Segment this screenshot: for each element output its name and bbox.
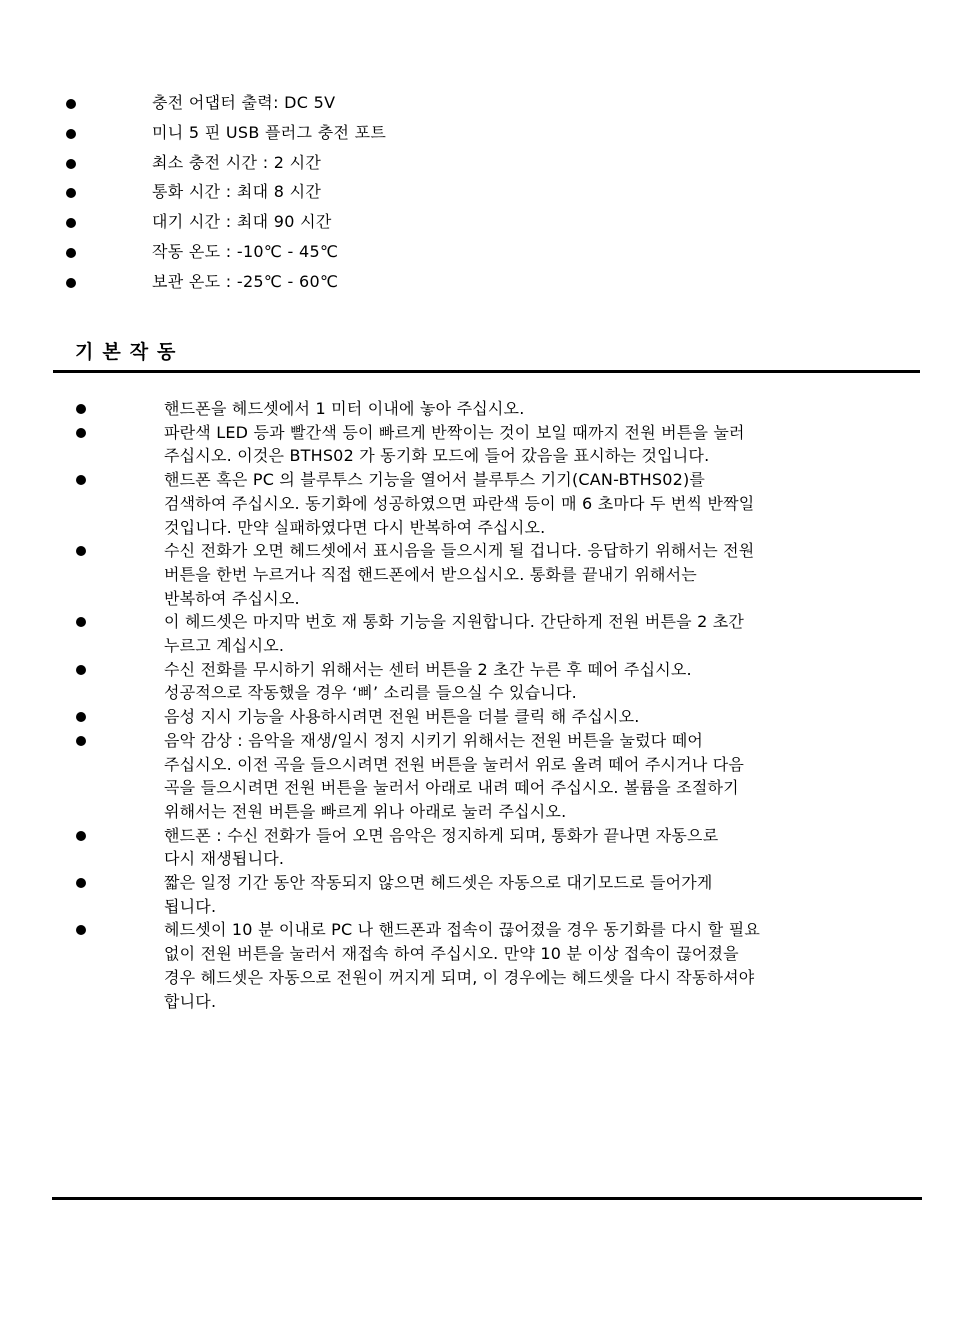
bullet-icon <box>66 248 76 258</box>
operation-line: 수신 전화가 오면 헤드셋에서 표시음을 들으시게 될 겁니다. 응답하기 위해서는 전원 <box>164 541 755 561</box>
operation-line: 합니다. <box>164 991 217 1011</box>
operations-list <box>60 397 910 1013</box>
spec-item <box>60 240 900 270</box>
spec-text: 보관 온도 : -25℃ - 60℃ <box>152 271 339 291</box>
operation-item <box>60 824 910 871</box>
operation-line: 음악 감상 : 음악을 재생/일시 정지 시키기 위해서는 전원 버튼을 눌렀다 떼어 <box>164 730 704 750</box>
operation-item <box>60 658 910 705</box>
bullet-icon <box>66 159 76 169</box>
operation-line: 반복하여 주십시오. <box>164 588 300 608</box>
operation-line: 것입니다. 만약 실패하였다면 다시 반복하여 주십시오. <box>164 517 546 537</box>
operation-line: 핸드폰 : 수신 전화가 들어 오면 음악은 정지하게 되며, 통화가 끝나면 자동으로 <box>164 825 719 845</box>
spec-item <box>60 151 900 181</box>
operation-line: 짧은 일정 기간 동안 작동되지 않으면 헤드셋은 자동으로 대기모드로 들어가게 <box>164 873 713 893</box>
operation-line: 주십시오. 이전 곡을 들으시려면 전원 버튼을 눌러서 위로 올려 떼어 주시거나 다음 <box>164 754 745 774</box>
operation-line: 주십시오. 이것은 BTHS02 가 동기화 모드에 들어 갔음을 표시하는 것입니다. <box>164 446 710 466</box>
operation-item <box>60 729 910 824</box>
page-footer-divider <box>52 1197 922 1200</box>
bullet-icon <box>76 925 86 935</box>
operation-item <box>60 610 910 657</box>
operation-line: 됩니다. <box>164 896 217 916</box>
section-divider <box>53 370 920 373</box>
operation-line: 핸드폰을 헤드셋에서 1 미터 이내에 놓아 주십시오. <box>164 399 525 418</box>
operation-item <box>60 705 910 729</box>
operation-line: 누르고 계십시오. <box>164 636 285 656</box>
operation-item <box>60 918 910 1013</box>
bullet-icon <box>76 404 86 414</box>
spec-text: 충전 어댑터 출력: DC 5V <box>152 93 336 112</box>
operation-line: 수신 전화를 무시하기 위해서는 센터 버튼을 2 초간 누른 후 떼어 주십시오. <box>164 659 692 679</box>
spec-item <box>60 180 900 210</box>
spec-item <box>60 270 900 300</box>
bullet-icon <box>66 188 76 198</box>
bullet-icon <box>76 665 86 675</box>
bullet-icon <box>76 736 86 746</box>
spec-item <box>60 121 900 151</box>
operation-line: 검색하여 주십시오. 동기화에 성공하였으면 파란색 등이 매 6 초마다 두 번씩 반짝일 <box>164 493 755 513</box>
operation-line: 곡을 들으시려면 전원 버튼을 눌러서 아래로 내려 떼어 주십시오. 볼륨을 조절하기 <box>164 778 739 798</box>
operation-item <box>60 421 910 468</box>
spec-item <box>60 91 900 121</box>
operation-line: 다시 재생됩니다. <box>164 849 285 869</box>
bullet-icon <box>66 218 76 228</box>
spec-text: 통화 시간 : 최대 8 시간 <box>152 182 322 202</box>
spec-item <box>60 210 900 240</box>
spec-text: 미니 5 핀 USB 플러그 충전 포트 <box>152 122 387 142</box>
operation-line: 헤드셋이 10 분 이내로 PC 나 핸드폰과 접속이 끊어졌을 경우 동기화를 다시 할 필요 <box>164 920 761 940</box>
operation-line: 핸드폰 혹은 PC 의 블루투스 기능을 열어서 블루투스 기기(CAN-BTHS02)를 <box>164 470 706 490</box>
bullet-icon <box>76 831 86 841</box>
spec-list <box>60 91 900 300</box>
bullet-icon <box>76 617 86 627</box>
bullet-icon <box>66 129 76 139</box>
bullet-icon <box>76 475 86 485</box>
bullet-icon <box>66 278 76 288</box>
spec-text: 대기 시간 : 최대 90 시간 <box>152 212 332 232</box>
operation-line: 위해서는 전원 버튼을 빠르게 위나 아래로 눌러 주십시오. <box>164 801 567 821</box>
bullet-icon <box>76 878 86 888</box>
operation-line: 파란색 LED 등과 빨간색 등이 빠르게 반짝이는 것이 보일 때까지 전원 버튼을 눌러 <box>164 422 745 442</box>
operation-line: 성공적으로 작동했을 경우 ‘삐’ 소리를 들으실 수 있습니다. <box>164 683 577 703</box>
operation-line: 없이 전원 버튼을 눌러서 재접속 하여 주십시오. 만약 10 분 이상 접속이 끊어졌을 <box>164 944 739 964</box>
operation-line: 경우 헤드셋은 자동으로 전원이 꺼지게 되며, 이 경우에는 헤드셋을 다시 작동하셔야 <box>164 967 755 987</box>
operation-item <box>60 397 910 421</box>
bullet-icon <box>76 712 86 722</box>
section-title: 기본작동 <box>75 341 185 363</box>
spec-text: 작동 온도 : -10℃ - 45℃ <box>152 241 339 261</box>
operation-line: 음성 지시 기능을 사용하시려면 전원 버튼을 더블 클릭 해 주십시오. <box>164 707 640 727</box>
operation-line: 버튼을 한번 누르거나 직접 핸드폰에서 받으십시오. 통화를 끝내기 위해서는 <box>164 564 697 584</box>
operation-line: 이 헤드셋은 마지막 번호 재 통화 기능을 지원합니다. 간단하게 전원 버튼을 2 초간 <box>164 612 745 632</box>
operation-item <box>60 871 910 918</box>
bullet-icon <box>66 99 76 109</box>
operation-item <box>60 468 910 539</box>
spec-text: 최소 충전 시간 : 2 시간 <box>152 152 322 172</box>
bullet-icon <box>76 546 86 556</box>
bullet-icon <box>76 428 86 438</box>
operation-item <box>60 539 910 610</box>
